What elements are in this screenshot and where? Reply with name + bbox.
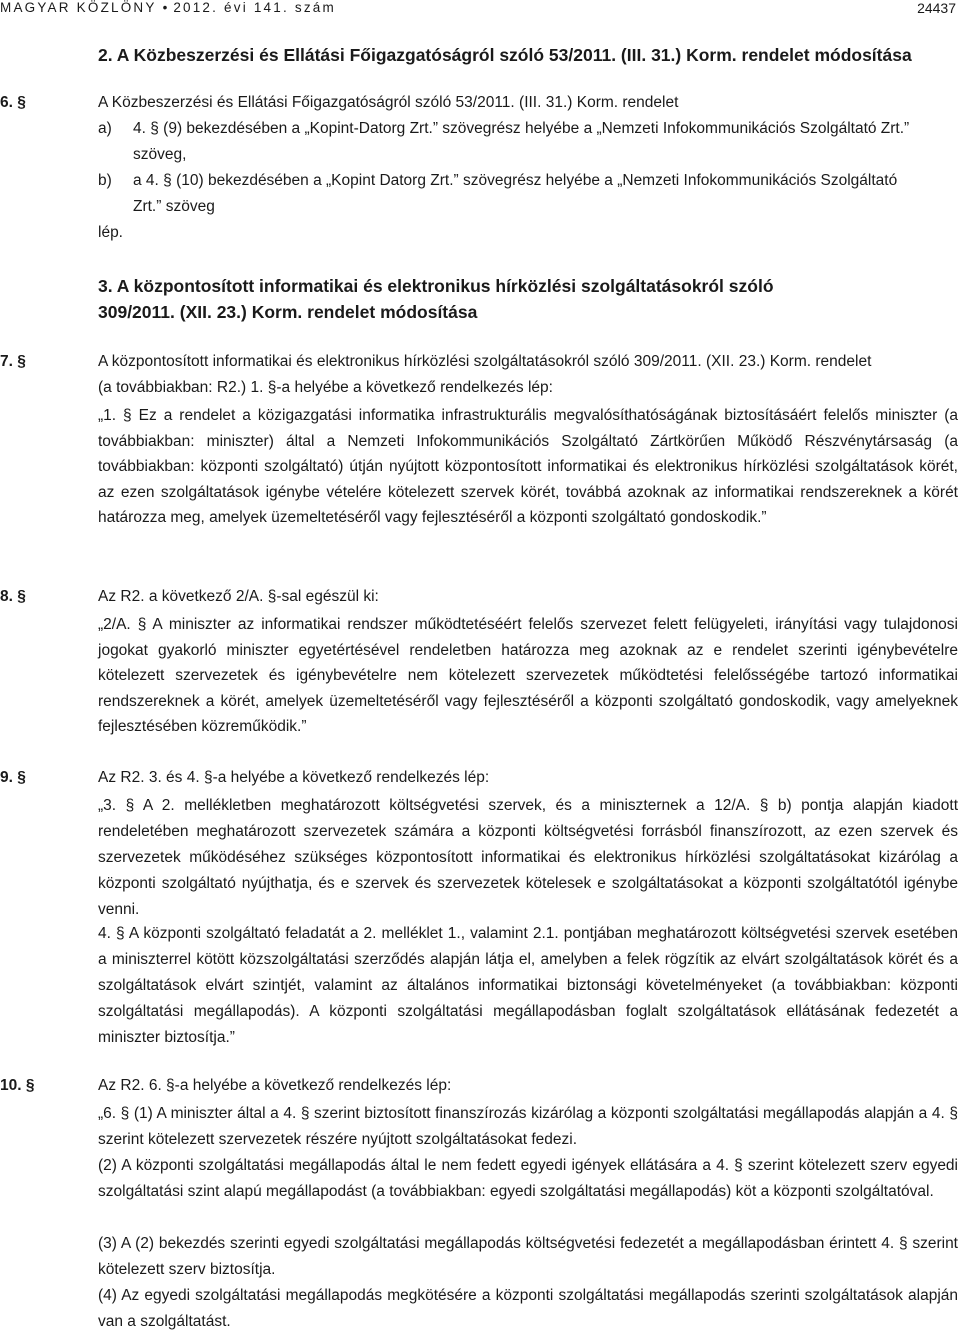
paragraph-9-number: 9. §	[0, 769, 26, 786]
section-3-title-cont: 309/2011. (XII. 23.) Korm. rendelet módosítása	[98, 302, 478, 322]
paragraph-10-body-2: (2) A központi szolgáltatási megállapodás által le nem fedett egyedi igények ellátására a 4. § szerint kötelezett szerv egyedi szolgáltatási szint alapú megállapodást (a továbbiakban: egyedi szolgáltatási megállapodás) köt a központi szolgáltatóval.	[98, 1157, 958, 1200]
paragraph-8-intro: Az R2. a következő 2/A. §-sal egészül ki:	[98, 588, 379, 605]
paragraph-10-intro: Az R2. 6. §-a helyébe a következő rendelkezés lép:	[98, 1077, 452, 1094]
paragraph-10-body-3: (3) A (2) bekezdés szerinti egyedi szolgáltatási megállapodás költségvetési fedezetét a megállapodásban érintett 4. § szerint kötelezett szerv biztosítja.	[98, 1235, 958, 1278]
point-b-label: b)	[98, 172, 112, 189]
issue-label: 2012. évi 141. szám	[173, 0, 336, 15]
header-separator: •	[162, 0, 168, 15]
section-3-title: 3. A központosított informatikai és elektronikus hírközlési szolgáltatásokról szóló	[98, 276, 774, 296]
paragraph-6-closing: lép.	[98, 224, 123, 241]
paragraph-9-body-4: 4. § A központi szolgáltató feladatát a 2. melléklet 1., valamint 2.1. pontjában meghatározott költségvetési szervek esetében a miniszterrel kötött közszolgáltatási szerződés alapján látja el, amelyben a felek rögzítik az elvárt szolgáltatások körét és a szolgáltatások elvárt szintjét, valamint az általános informatikai biztonsági követelményeket (a továbbiakban: központi szolgáltatási megállapodás). A központi szolgáltatási megállapodásban foglalt szolgáltatások ellátásának fedezetét a miniszter biztosítja.”	[98, 925, 958, 1046]
paragraph-8-body: „2/A. § A miniszter az informatikai rendszer működtetéséért felelős szervezet felett felügyeleti, irányítási vagy tulajdonosi jogokat gyakorló miniszter egyetértésével rendeletben határozza meg azoknak az e rendelet szerinti igénybevételre kötelezett szervezetek és igénybevételre nem kötelezett szervezetek működtetési felelősségébe tartozó informatikai rendszereknek a körét, amelyek üzemeltetéséről vagy fejlesztéséről a központi szolgáltató gondoskodik, vagy amelyeknek fejlesztésében közreműködik.”	[98, 616, 958, 735]
paragraph-10-body-1: „6. § (1) A miniszter által a 4. § szerint biztosított finanszírozás kizárólag a központi szolgáltatási megállapodás alapján a 4. § szerint kötelezett szervezetek részére nyújtott szolgáltatásokat fedezi.	[98, 1105, 958, 1148]
paragraph-9-intro: Az R2. 3. és 4. §-a helyébe a következő rendelkezés lép:	[98, 769, 490, 786]
paragraph-7-intro-cont: (a továbbiakban: R2.) 1. §-a helyébe a következő rendelkezés lép:	[98, 379, 553, 396]
point-b-text: a 4. § (10) bekezdésében a „Kopint Datorg Zrt.” szövegrész helyébe a „Nemzeti Infokommunikációs Szolgáltató	[133, 172, 898, 189]
point-a-text: 4. § (9) bekezdésében a „Kopint-Datorg Zrt.” szövegrész helyébe a „Nemzeti Infokommunikációs Szolgáltató Zrt.”	[133, 120, 910, 137]
paragraph-10-number: 10. §	[0, 1077, 35, 1094]
paragraph-8-number: 8. §	[0, 588, 26, 605]
paragraph-6-number: 6. §	[0, 94, 26, 111]
point-a-text-cont: szöveg,	[133, 146, 187, 163]
running-header	[0, 0, 336, 15]
paragraph-10-body-4: (4) Az egyedi szolgáltatási megállapodás megkötésére a központi szolgáltatási megállapodás szerinti szolgáltatások alapján van a szolgáltatást.	[98, 1287, 958, 1330]
section-2-title: 2. A Közbeszerzési és Ellátási Főigazgatóságról szóló 53/2011. (III. 31.) Korm. rendelet módosítása	[98, 45, 912, 65]
paragraph-7-number: 7. §	[0, 353, 26, 370]
paragraph-7-intro: A központosított informatikai és elektronikus hírközlési szolgáltatásokról szóló 309/2011. (XII. 23.) Korm. rendelet	[98, 353, 872, 370]
paragraph-9-body-3: „3. § A 2. mellékletben meghatározott költségvetési szervek, és a miniszternek a 12/A. § b) pontja alapján kiadott rendeletében meghatározott szervezetek számára a központi költségvetési forrásból finanszírozott, az ezen szervek és szervezetek működéséhez szükséges központosított informatikai és elektronikus hírközlési szolgáltatásokat kizárólag a központi szolgáltató nyújthatja, és e szervek és szervezetek kötelesek e szolgáltatásokat a központi szolgáltatótól igénybe venni.	[98, 797, 958, 918]
publication-name: MAGYAR KÖZLÖNY	[0, 0, 157, 15]
paragraph-7-body: „1. § Ez a rendelet a közigazgatási informatika infrastrukturális megvalósíthatóságának biztosításáért felelős miniszter (a továbbiakban: miniszter) által a Nemzeti Infokommunikációs Szolgáltató Zártkörűen Működő Részvénytársaság (a továbbiakban: központi szolgáltató) útján nyújtott központosított informatikai és elektronikus hírközlési szolgáltatások körét, az ezen szolgáltatások igénybe vételére kötelezett szervek körét, továbbá azoknak az informatikai rendszereknek a körét határozza meg, amelyek üzemeltetéséről vagy fejlesztéséről a központi szolgáltató gondoskodik.”	[98, 407, 958, 526]
paragraph-6-intro: A Közbeszerzési és Ellátási Főigazgatóságról szóló 53/2011. (III. 31.) Korm. rendelet	[98, 94, 679, 111]
page-number: 24437	[917, 0, 956, 16]
point-b-text-cont: Zrt.” szöveg	[133, 198, 215, 215]
point-a-label: a)	[98, 120, 112, 137]
